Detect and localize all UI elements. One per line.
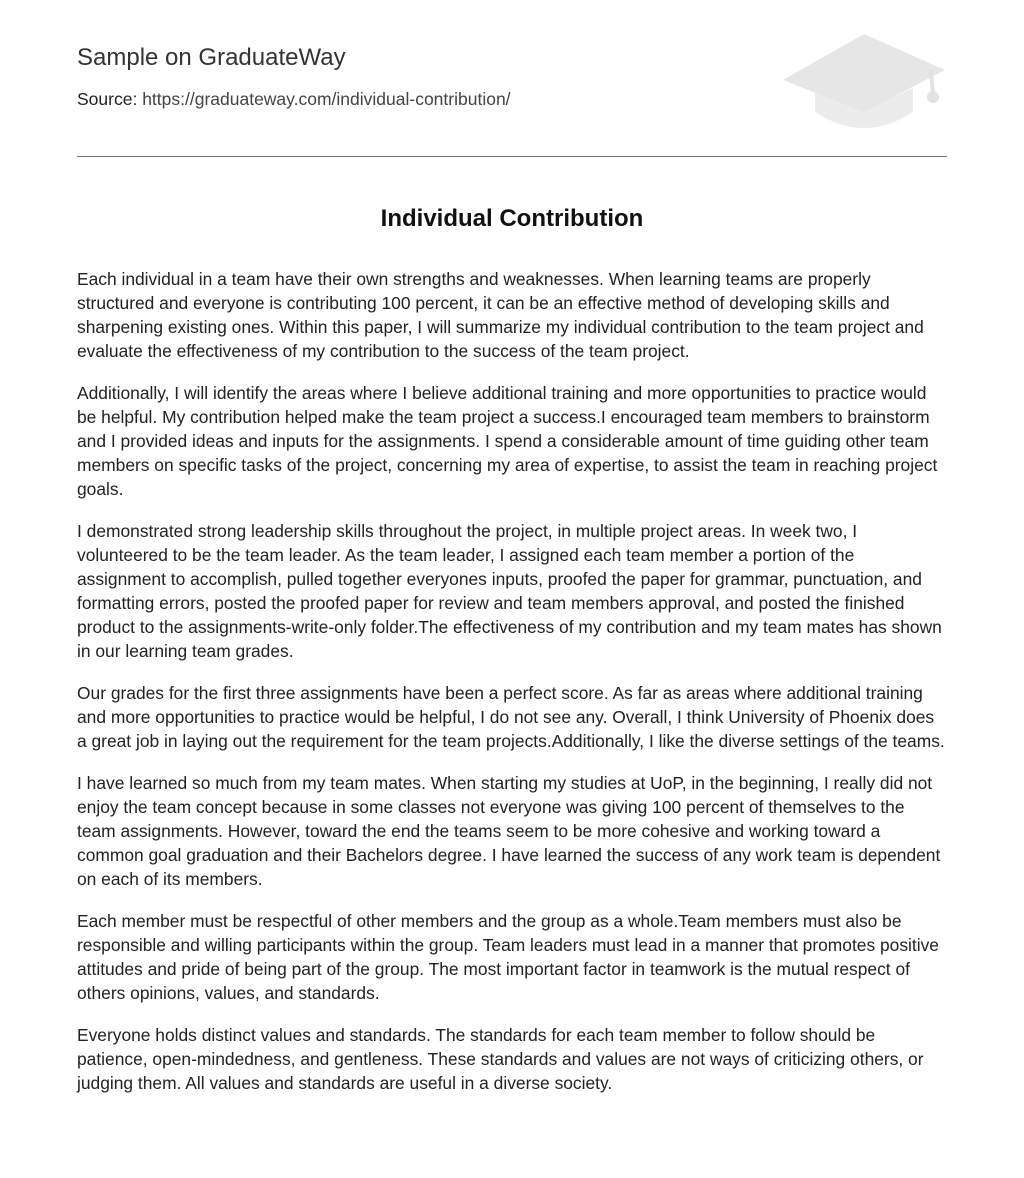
paragraph: Our grades for the first three assignments have been a perfect score. As far as areas where additional training and more opportunities to practice would be helpful, I do not see any. Overall, I think University of Phoenix does a great job in laying out the requirement for the team projects.Additionally, I like the diverse settings of the teams. [77,683,945,751]
paragraph: I have learned so much from my team mates. When starting my studies at UoP, in the beginning, I really did not enjoy the team concept because in some classes not everyone was giving 100 percent of themselves to the team assignments. However, toward the end the teams seem to be more cohesive and working toward a common goal graduation and their Bachelors degree. I have learned the success of any work team is dependent on each of its members. [77,773,941,889]
source-label: Source: [77,89,143,109]
page-header [77,0,947,157]
source-line [77,89,511,110]
paragraph: I demonstrated strong leadership skills throughout the project, in multiple project areas. In week two, I volunteered to be the team leader. As the team leader, I assigned each team member a portion of the assignment to accomplish, pulled together everyones inputs, proofed the paper for grammar, punctuation, and formatting errors, posted the proofed paper for review and team members approval, and posted the finished product to the assignments-write-only folder.The effectiveness of my contribution and my team mates has shown in our learning team grades. [77,521,942,661]
source-link[interactable]: https://graduateway.com/individual-contribution/ [142,89,511,109]
document-title: Individual Contribution [380,205,644,232]
paragraph: Additionally, I will identify the areas where I believe additional training and more opportunities to practice would be helpful. My contribution helped make the team project a success.I encouraged team members to brainstorm and I provided ideas and inputs for the assignments. I spend a considerable amount of time guiding other team members on specific tasks of the project, concerning my area of expertise, to assist the team in reaching project goals. [77,383,938,499]
paragraph: Each individual in a team have their own strengths and weaknesses. When learning teams are properly structured and everyone is contributing 100 percent, it can be an effective method of developing skills and sharpening existing ones. Within this paper, I will summarize my individual contribution to the team project and evaluate the effectiveness of my contribution to the success of the team project. [77,269,924,361]
site-title: Sample on GraduateWay [77,44,346,71]
document-body [77,267,947,1113]
paragraph: Everyone holds distinct values and standards. The standards for each team member to follow should be patience, open-mindedness, and gentleness. These standards and values are not ways of criticizing others, or judging them. All values and standards are useful in a diverse society. [77,1025,924,1093]
graduation-cap-icon [781,30,947,134]
paragraph: Each member must be respectful of other members and the group as a whole.Team members must also be responsible and willing participants within the group. Team leaders must lead in a manner that promotes positive attitudes and pride of being part of the group. The most important factor in teamwork is the mutual respect of others opinions, values, and standards. [77,911,939,1003]
